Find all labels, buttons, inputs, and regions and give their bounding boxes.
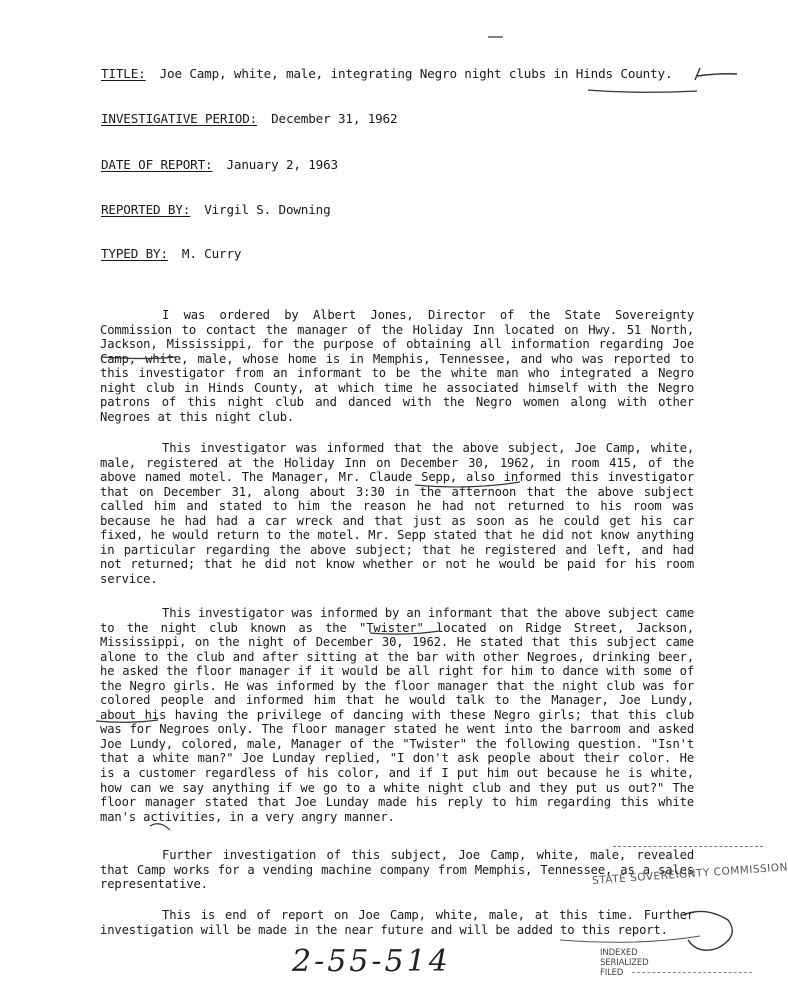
paragraph-2-text: This investigator was informed that the above subject, Joe Camp, white, male, registered at the Holiday Inn on December 30, 1962, in room 415, of the above named motel. The Manager, Mr. Claude Sepp, also informed this investigator that on December 31, along about 3:30 in the afternoon that the above subject called him and stated to him the reason he had not returned to his room was because he had had a car wreck and that just as soon as he could get his car fixed, he would return to the motel. Mr. Sepp stated that he did not know anything in particular regarding the above subject; that he registered and left, and had not returned; that he did not know whether or not he would be paid for his room service. (100, 441, 694, 586)
date-of-report-value: January 2, 1963 (226, 157, 338, 172)
file-number-handwritten: 2-55-514 (292, 944, 451, 979)
paragraph-4-text: Further investigation of this subject, Joe Camp, white, male, revealed that Camp works for a vending machine company from Memphis, Tennessee, as a sales representative. (100, 848, 694, 892)
commission-stamp: STATE SOVEREIGNTY COMMISSION (591, 861, 788, 887)
stamp-swash-mark (560, 936, 700, 942)
handwritten-initials-mark (683, 911, 732, 950)
indexed-label: INDEXED (600, 948, 638, 958)
twister-underline-mark (370, 631, 440, 634)
date-of-report-label: DATE OF REPORT: (101, 157, 213, 172)
typed-by-value: M. Curry (181, 246, 242, 261)
margin-mark (150, 824, 170, 830)
serialized-label: SERIALIZED (600, 958, 649, 968)
lundy-underline-mark (96, 720, 158, 722)
reported-by-value: Virgil S. Downing (204, 202, 331, 217)
manager-underline-mark (415, 482, 520, 487)
name-underline-mark (101, 357, 176, 359)
title-value: Joe Camp, white, male, integrating Negro night clubs in Hinds County. (159, 66, 673, 81)
paragraph-1-text: I was ordered by Albert Jones, Director of the State Sovereignty Commission to contact the manager of the Holiday Inn located on Hwy. 51 North, Jackson, Mississippi, for the purpose of obtaining all information regarding Joe Camp, white, male, whose home is in Memphis, Tennessee, and who was reported to this investigator from an informant to be the white man who integrated a Negro night club in Hinds County, at which time he associated himself with the Negro patrons of this night club and danced with the Negro women along with other Negroes at this night club. (100, 308, 694, 424)
title-underline-mark (588, 90, 697, 92)
filed-label: FILED (600, 968, 624, 978)
reported-by-label: REPORTED BY: (101, 202, 191, 217)
investigative-period-label: INVESTIGATIVE PERIOD: (101, 111, 258, 126)
title-label: TITLE: (101, 66, 146, 81)
typed-by-label: TYPED BY: (101, 246, 168, 261)
investigative-period-value: December 31, 1962 (271, 111, 398, 126)
check-mark (695, 68, 737, 80)
paragraph-3-text: This investigator was informed by an informant that the above subject came to the night club known as the "Twister" located on Ridge Street, Jackson, Mississippi, on the night of December 30, 1962. He stated that this subject came alone to the club and after sitting at the bar with other Negroes, drinking beer, he asked the floor manager if it would be all right for him to dance with some of the Negro girls. He was informed by the floor manager that the night club was for colored people and informed him that he would talk to the Manager, Joe Lundy, about his having the privilege of dancing with these Negro girls; that this club was for Negroes only. The floor manager stated he went into the barroom and asked Joe Lundy, colored, male, Manager of the "Twister" the following question. "Isn't that a white man?" Joe Lunday replied, "I don't ask people about their color. He is a customer regardless of his color, and if I put him out because he is white, how can we say anything if we go to a white night club and they put us out?" The floor manager stated that Joe Lunday made his reply to him regarding this white man's activities, in a very angry manner. (100, 606, 694, 824)
paragraph-5-text: This is end of report on Joe Camp, white, male, at this time. Further investigation will be made in the near future and will be added to this report. (100, 908, 694, 937)
